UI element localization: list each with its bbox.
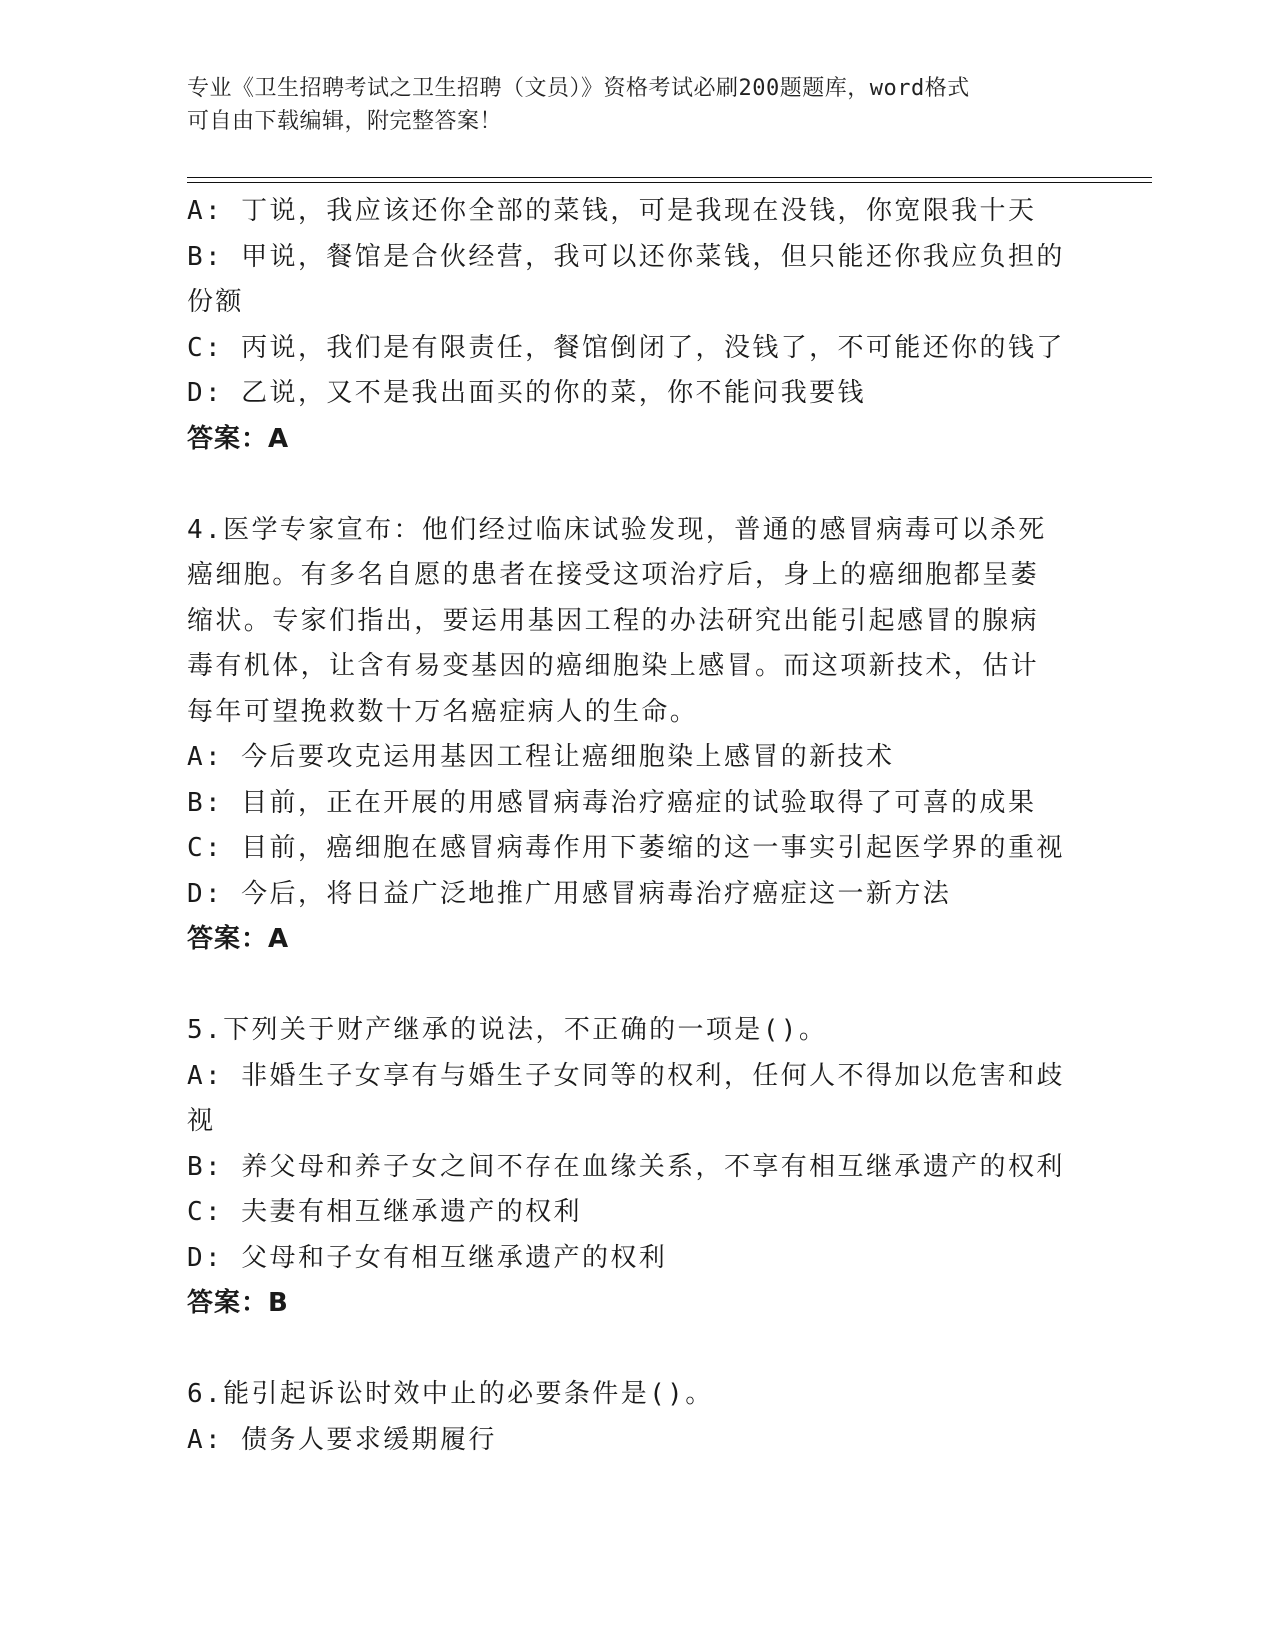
question-3 [187, 189, 1087, 462]
document-header [187, 72, 1087, 138]
q4-option-b: B: 目前，正在开展的用感冒病毒治疗癌症的试验取得了可喜的成果 [187, 787, 1037, 818]
spacer [187, 1327, 1087, 1373]
header-rule-top [187, 177, 1152, 178]
q5-answer: 答案：B [187, 1288, 289, 1318]
q5-stem: 5.下列关于财产继承的说法，不正确的一项是()。 [187, 1015, 828, 1045]
header-rule-bottom [187, 182, 1152, 183]
q4-stem-line-5: 每年可望挽救数十万名癌症病人的生命。 [187, 696, 699, 727]
q3-answer: 答案：A [187, 423, 290, 454]
q4-stem-line-2: 癌细胞。有多名自愿的患者在接受这项治疗后，身上的癌细胞都呈萎 [187, 560, 1040, 590]
q3-option-a: A: 丁说，我应该还你全部的菜钱，可是我现在没钱，你宽限我十天 [187, 196, 1037, 226]
question-6 [187, 1372, 1087, 1463]
q6-option-a: A: 债务人要求缓期履行 [187, 1424, 497, 1455]
q5-option-a: A: 非婚生子女享有与婚生子女同等的权利，任何人不得加以危害和歧 [187, 1060, 1065, 1091]
q4-option-a: A: 今后要攻克运用基因工程让癌细胞染上感冒的新技术 [187, 742, 895, 772]
spacer [187, 963, 1087, 1009]
question-4 [187, 508, 1087, 963]
q4-option-c: C: 目前，癌细胞在感冒病毒作用下萎缩的这一事实引起医学界的重视 [187, 833, 1065, 863]
header-title-line-2: 可自由下载编辑，附完整答案！ [187, 109, 503, 134]
q5-option-b: B: 养父母和养子女之间不存在血缘关系，不享有相互继承遗产的权利 [187, 1151, 1065, 1182]
q3-option-d: D: 乙说，又不是我出面买的你的菜，你不能问我要钱 [187, 378, 866, 408]
q3-option-b: B: 甲说，餐馆是合伙经营，我可以还你菜钱，但只能还你我应负担的 [187, 241, 1065, 272]
q4-answer: 答案：A [187, 924, 290, 954]
q3-option-c: C: 丙说，我们是有限责任，餐馆倒闭了，没钱了，不可能还你的钱了 [187, 332, 1065, 363]
question-5 [187, 1008, 1087, 1327]
q4-stem-line-4: 毒有机体，让含有易变基因的癌细胞染上感冒。而这项新技术，估计 [187, 651, 1040, 681]
q4-stem-line-3: 缩状。专家们指出，要运用基因工程的办法研究出能引起感冒的腺病 [187, 605, 1040, 636]
document-body [187, 189, 1087, 1463]
q4-stem-line-1: 4.医学专家宣布：他们经过临床试验发现，普通的感冒病毒可以杀死 [187, 514, 1047, 545]
header-title-line-1: 专业《卫生招聘考试之卫生招聘（文员）》资格考试必刷200题题库，word格式 [187, 76, 970, 101]
spacer [187, 462, 1087, 508]
q6-stem: 6.能引起诉讼时效中止的必要条件是()。 [187, 1379, 714, 1409]
q5-option-c: C: 夫妻有相互继承遗产的权利 [187, 1197, 582, 1227]
q5-option-d: D: 父母和子女有相互继承遗产的权利 [187, 1242, 668, 1273]
q3-option-b-continued: 份额 [187, 287, 244, 317]
q4-option-d: D: 今后，将日益广泛地推广用感冒病毒治疗癌症这一新方法 [187, 878, 952, 909]
q5-option-a-continued: 视 [187, 1106, 216, 1136]
